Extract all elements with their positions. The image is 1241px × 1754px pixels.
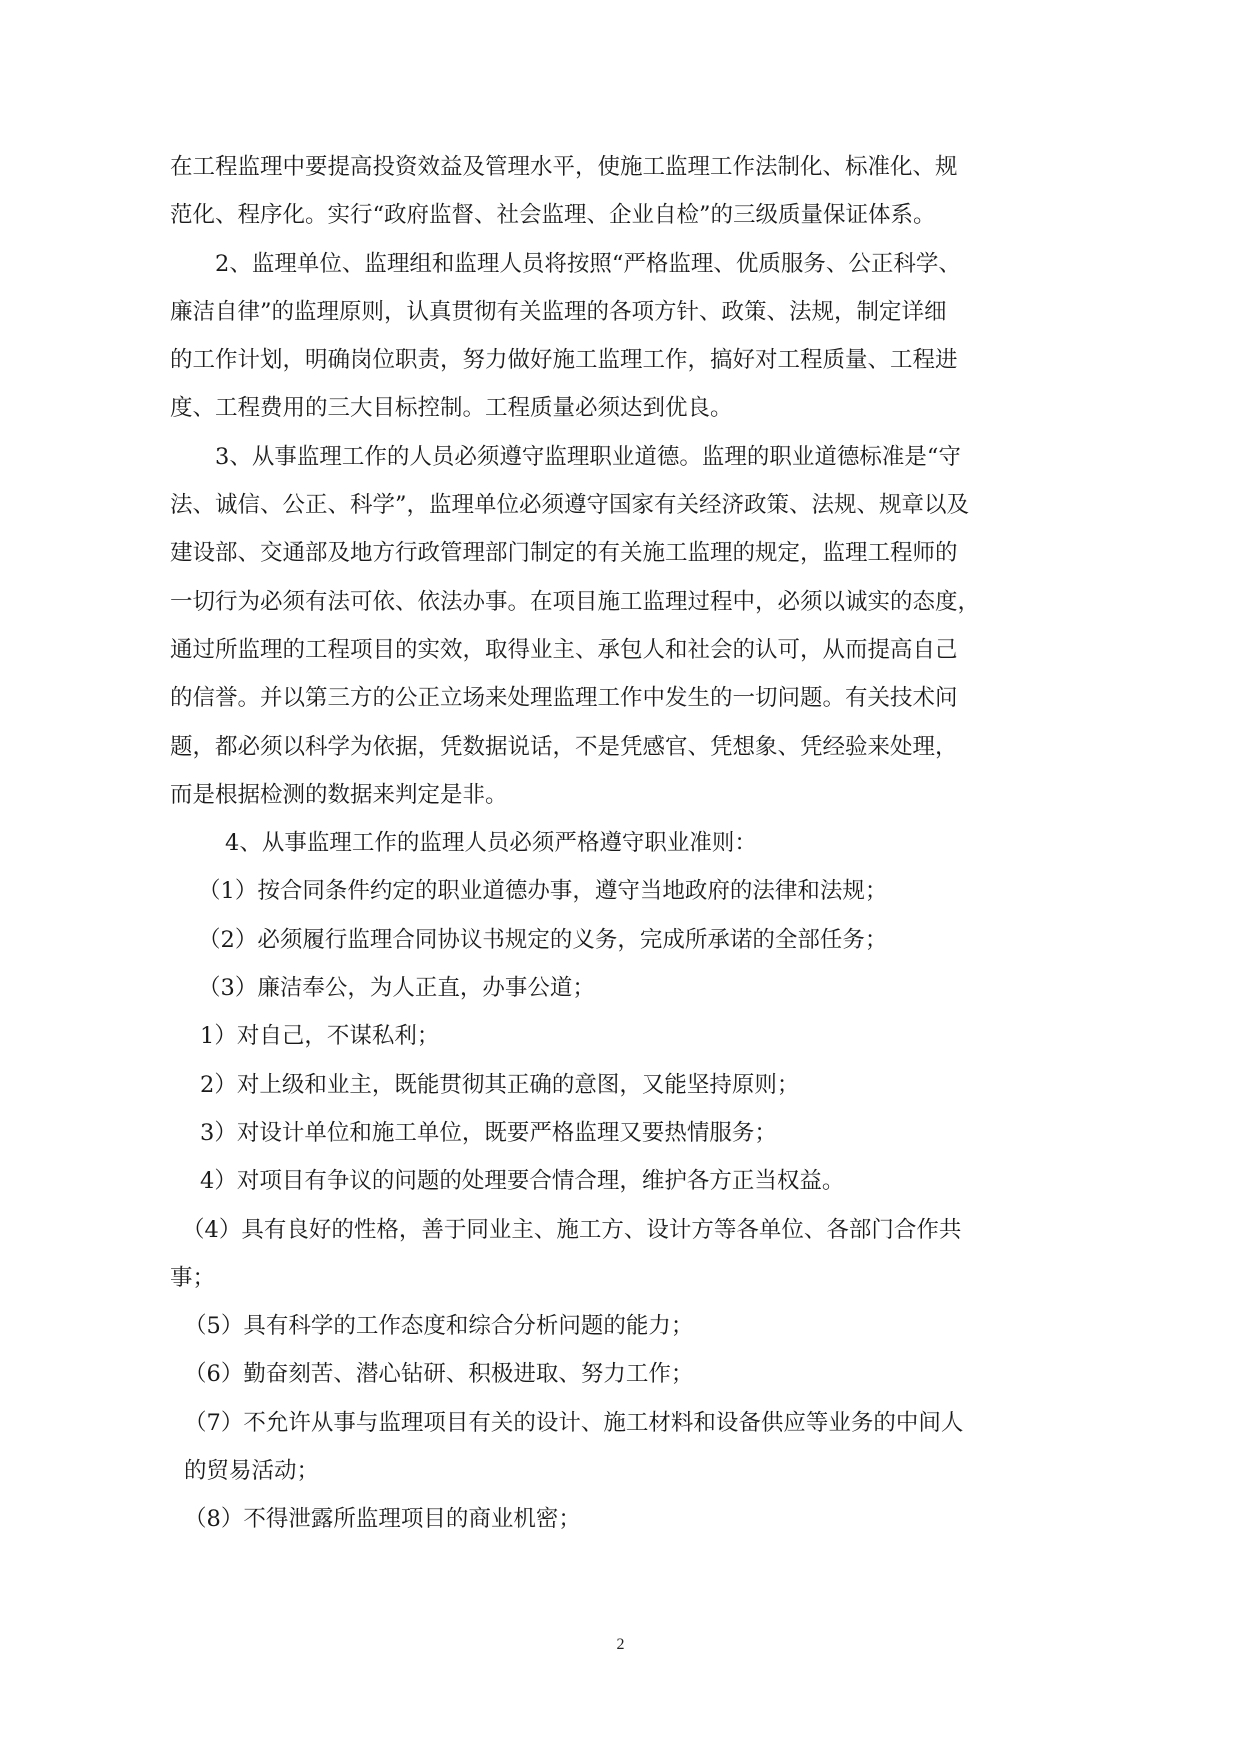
text-line: 事；: [170, 1264, 216, 1291]
text-line: 在工程监理中要提高投资效益及管理水平，使施工监理工作法制化、标准化、规: [170, 154, 958, 180]
text-line: 通过所监理的工程项目的实效，取得业主、承包人和社会的认可，从而提高自己: [170, 636, 958, 663]
text-line: （1）按合同条件约定的职业道德办事，遵守当地政府的法律和法规；: [198, 878, 888, 905]
text-line: （3）廉洁奉公，为人正直，办事公道；: [198, 975, 595, 1002]
text-line: 4）对项目有争议的问题的处理要合情合理，维护各方正当权益。: [200, 1168, 845, 1195]
text-line: 3、从事监理工作的人员必须遵守监理职业道德。监理的职业道德标准是“守: [215, 443, 961, 470]
text-line: 2、监理单位、监理组和监理人员将按照“严格监理、优质服务、公正科学、: [215, 250, 961, 277]
text-line: 的贸易活动；: [184, 1458, 320, 1485]
text-line: 一切行为必须有法可依、依法办事。在项目施工监理过程中，必须以诚实的态度，: [170, 588, 981, 615]
text-line: 建设部、交通部及地方行政管理部门制定的有关施工监理的规定，监理工程师的: [170, 540, 958, 567]
body-text: [170, 152, 1060, 1553]
text-line: 廉洁自律”的监理原则，认真贯彻有关监理的各项方针、政策、法规，制定详细: [170, 298, 947, 325]
text-line: （8）不得泄露所监理项目的商业机密；: [184, 1506, 581, 1533]
text-line: 而是根据检测的数据来判定是非。: [170, 781, 508, 808]
text-line: 范化、程序化。实行“政府监督、社会监理、企业自检”的三级质量保证体系。: [170, 202, 936, 229]
text-line: （5）具有科学的工作态度和综合分析问题的能力；: [184, 1313, 694, 1340]
text-line: （6）勤奋刻苦、潜心钻研、积极进取、努力工作；: [184, 1361, 694, 1388]
text-line: 1）对自己，不谋私利；: [200, 1023, 440, 1050]
page-number: 2: [616, 1636, 625, 1653]
text-line: 2）对上级和业主，既能贯彻其正确的意图，又能坚持原则；: [200, 1071, 800, 1098]
text-line: 法、诚信、公正、科学”，监理单位必须遵守国家有关经济政策、法规、规章以及: [170, 492, 970, 519]
text-line: 4、从事监理工作的监理人员必须严格遵守职业准则：: [225, 830, 757, 857]
text-line: 题，都必须以科学为依据，凭数据说话，不是凭感官、凭想象、凭经验来处理，: [170, 733, 958, 760]
text-line: （4）具有良好的性格，善于同业主、施工方、设计方等各单位、各部门合作共: [182, 1216, 962, 1243]
text-line: （2）必须履行监理合同协议书规定的义务，完成所承诺的全部任务；: [198, 926, 888, 953]
text-line: 度、工程费用的三大目标控制。工程质量必须达到优良。: [170, 395, 733, 422]
text-line: 的信誉。并以第三方的公正立场来处理监理工作中发生的一切问题。有关技术问: [170, 685, 958, 712]
text-line: 的工作计划，明确岗位职责，努力做好施工监理工作，搞好对工程质量、工程进: [170, 347, 958, 374]
text-line: （7）不允许从事与监理项目有关的设计、施工材料和设备供应等业务的中间人: [184, 1409, 964, 1436]
text-line: 3）对设计单位和施工单位，既要严格监理又要热情服务；: [200, 1119, 777, 1146]
